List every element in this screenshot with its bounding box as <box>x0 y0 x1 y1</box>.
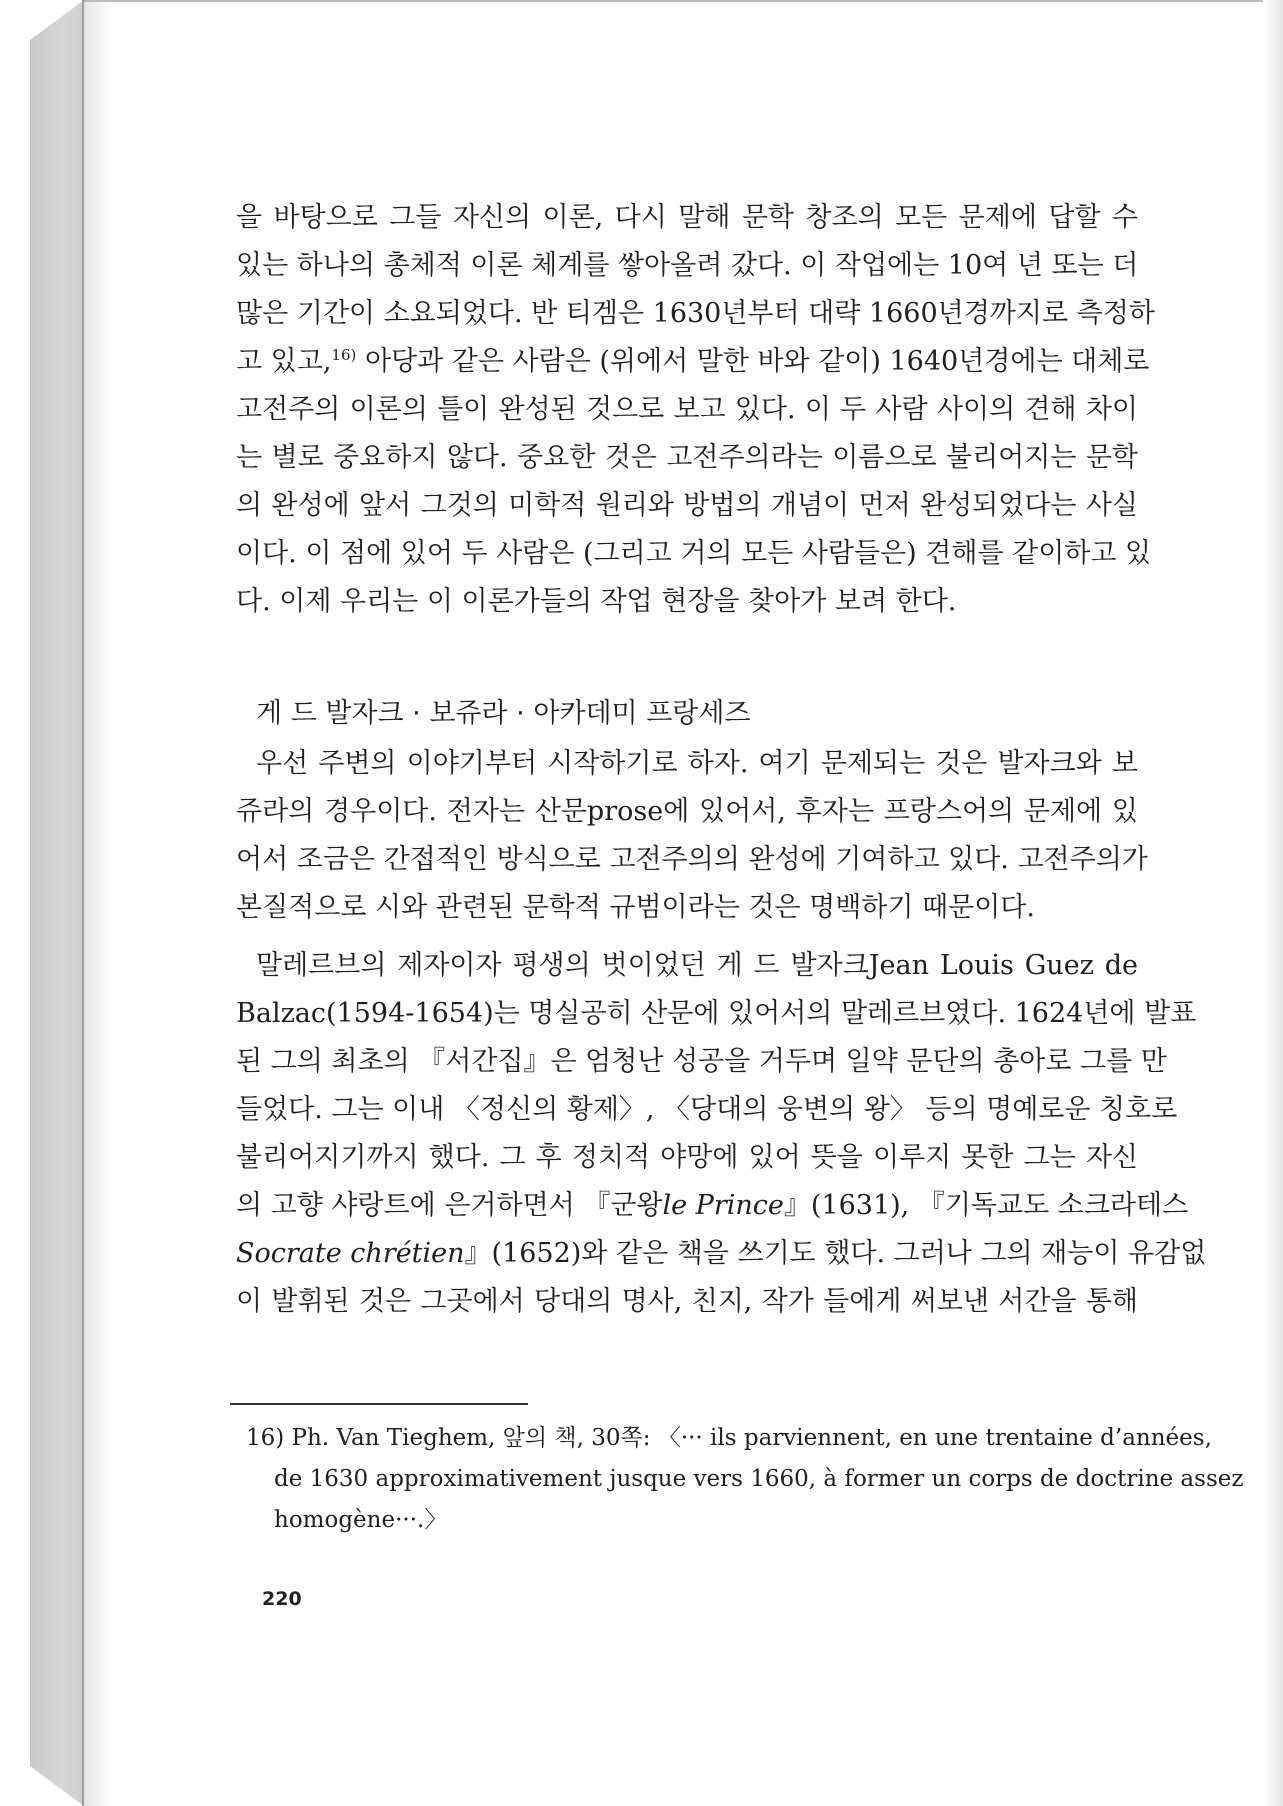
text-fragment: 의 고향 샤랑트에 은거하면서 『군왕 <box>236 1190 663 1221</box>
footnote-line: homogène···.〉 <box>274 1507 448 1533</box>
text-line: 다. 이제 우리는 이 이론가들의 작업 현장을 찾아가 보려 한다. <box>236 586 957 617</box>
text-fragment: 』(1652)와 같은 책을 쓰기도 했다. 그러나 그의 재능이 유감없 <box>464 1238 1207 1269</box>
page-top-edge <box>84 0 1283 2</box>
text-line: 말레르브의 제자이자 평생의 벗이었던 게 드 발자크Jean Louis Guez de <box>256 950 1138 981</box>
text-line: Balzac(1594-1654)는 명실공히 산문에 있어서의 말레르브였다. 1624년에 발표 <box>236 998 1197 1029</box>
paragraph-top <box>236 194 1155 626</box>
paragraph-3 <box>236 942 1207 1326</box>
page-gutter-shade <box>84 0 114 1806</box>
page-number: 220 <box>262 1588 302 1610</box>
text-line: 불리어지기까지 했다. 그 후 정치적 야망에 있어 뜻을 이루지 못한 그는 자신 <box>236 1142 1138 1173</box>
text-fragment: 고 있고, <box>236 346 332 377</box>
footnote <box>246 1418 1244 1541</box>
text-line <box>236 1182 1189 1230</box>
text-line: 쥬라의 경우이다. 전자는 산문prose에 있어서, 후자는 프랑스어의 문제에 있 <box>236 796 1138 827</box>
section-heading: 게 드 발자크 · 보쥬라 · 아카데미 프랑세즈 <box>256 698 751 729</box>
text-line: 이 발휘된 것은 그곳에서 당대의 명사, 친지, 작가 들에게 써보낸 서간을 통해 <box>236 1286 1138 1317</box>
text-line: 의 완성에 앞서 그것의 미학적 원리와 방법의 개념이 먼저 완성되었다는 사실 <box>236 490 1138 521</box>
text-line: 우선 주변의 이야기부터 시작하기로 하자. 여기 문제되는 것은 발자크와 보 <box>256 748 1138 779</box>
text-line: 많은 기간이 소요되었다. 반 티겜은 1630년부터 대략 1660년경까지로 측정하 <box>236 298 1155 329</box>
italic-title: le Prince <box>662 1190 784 1221</box>
text-line: 고전주의 이론의 틀이 완성된 것으로 보고 있다. 이 두 사람 사이의 견해 차이 <box>236 394 1138 425</box>
footnote-reference[interactable]: 16) <box>331 346 357 364</box>
text-fragment: 』(1631), 『기독교도 소크라테스 <box>783 1190 1189 1221</box>
text-line: 된 그의 최초의 『서간집』은 엄청난 성공을 거두며 일약 문단의 총아로 그를 만 <box>236 1046 1167 1077</box>
text-line: 을 바탕으로 그들 자신의 이론, 다시 말해 문학 창조의 모든 문제에 답할 수 <box>236 202 1138 233</box>
text-line <box>236 338 1150 386</box>
text-line: 본질적으로 시와 관련된 문학적 규범이라는 것은 명백하기 때문이다. <box>236 892 1035 923</box>
text-line: 이다. 이 점에 있어 두 사람은 (그리고 거의 모든 사람들은) 견해를 같이하고 있 <box>236 538 1152 569</box>
text-line: 들었다. 그는 이내 〈정신의 황제〉, 〈당대의 웅변의 왕〉 등의 명예로운 칭호로 <box>236 1094 1178 1125</box>
text-line: 있는 하나의 총체적 이론 체계를 쌓아올려 갔다. 이 작업에는 10여 년 또는 더 <box>236 250 1139 281</box>
text-fragment: 아당과 같은 사람은 (위에서 말한 바와 같이) 1640년경에는 대체로 <box>364 346 1150 377</box>
text-line: 는 별로 중요하지 않다. 중요한 것은 고전주의라는 이름으로 불리어지는 문학 <box>236 442 1138 473</box>
footnote-line: 16) Ph. Van Tieghem, 앞의 책, 30쪽: 〈··· ils parviennent, en une trentaine d’années, <box>246 1425 1212 1451</box>
paragraph-2 <box>236 740 1148 932</box>
text-line: 어서 조금은 간접적인 방식으로 고전주의의 완성에 기여하고 있다. 고전주의가 <box>236 844 1148 875</box>
book-spine <box>30 0 84 1806</box>
footnote-line: de 1630 approximativement jusque vers 1660, à former un corps de doctrine assez <box>274 1466 1244 1492</box>
text-line <box>236 1230 1207 1278</box>
page-right-shadow <box>1263 0 1283 1806</box>
footnote-divider <box>230 1403 528 1405</box>
italic-title: Socrate chrétien <box>236 1238 465 1269</box>
